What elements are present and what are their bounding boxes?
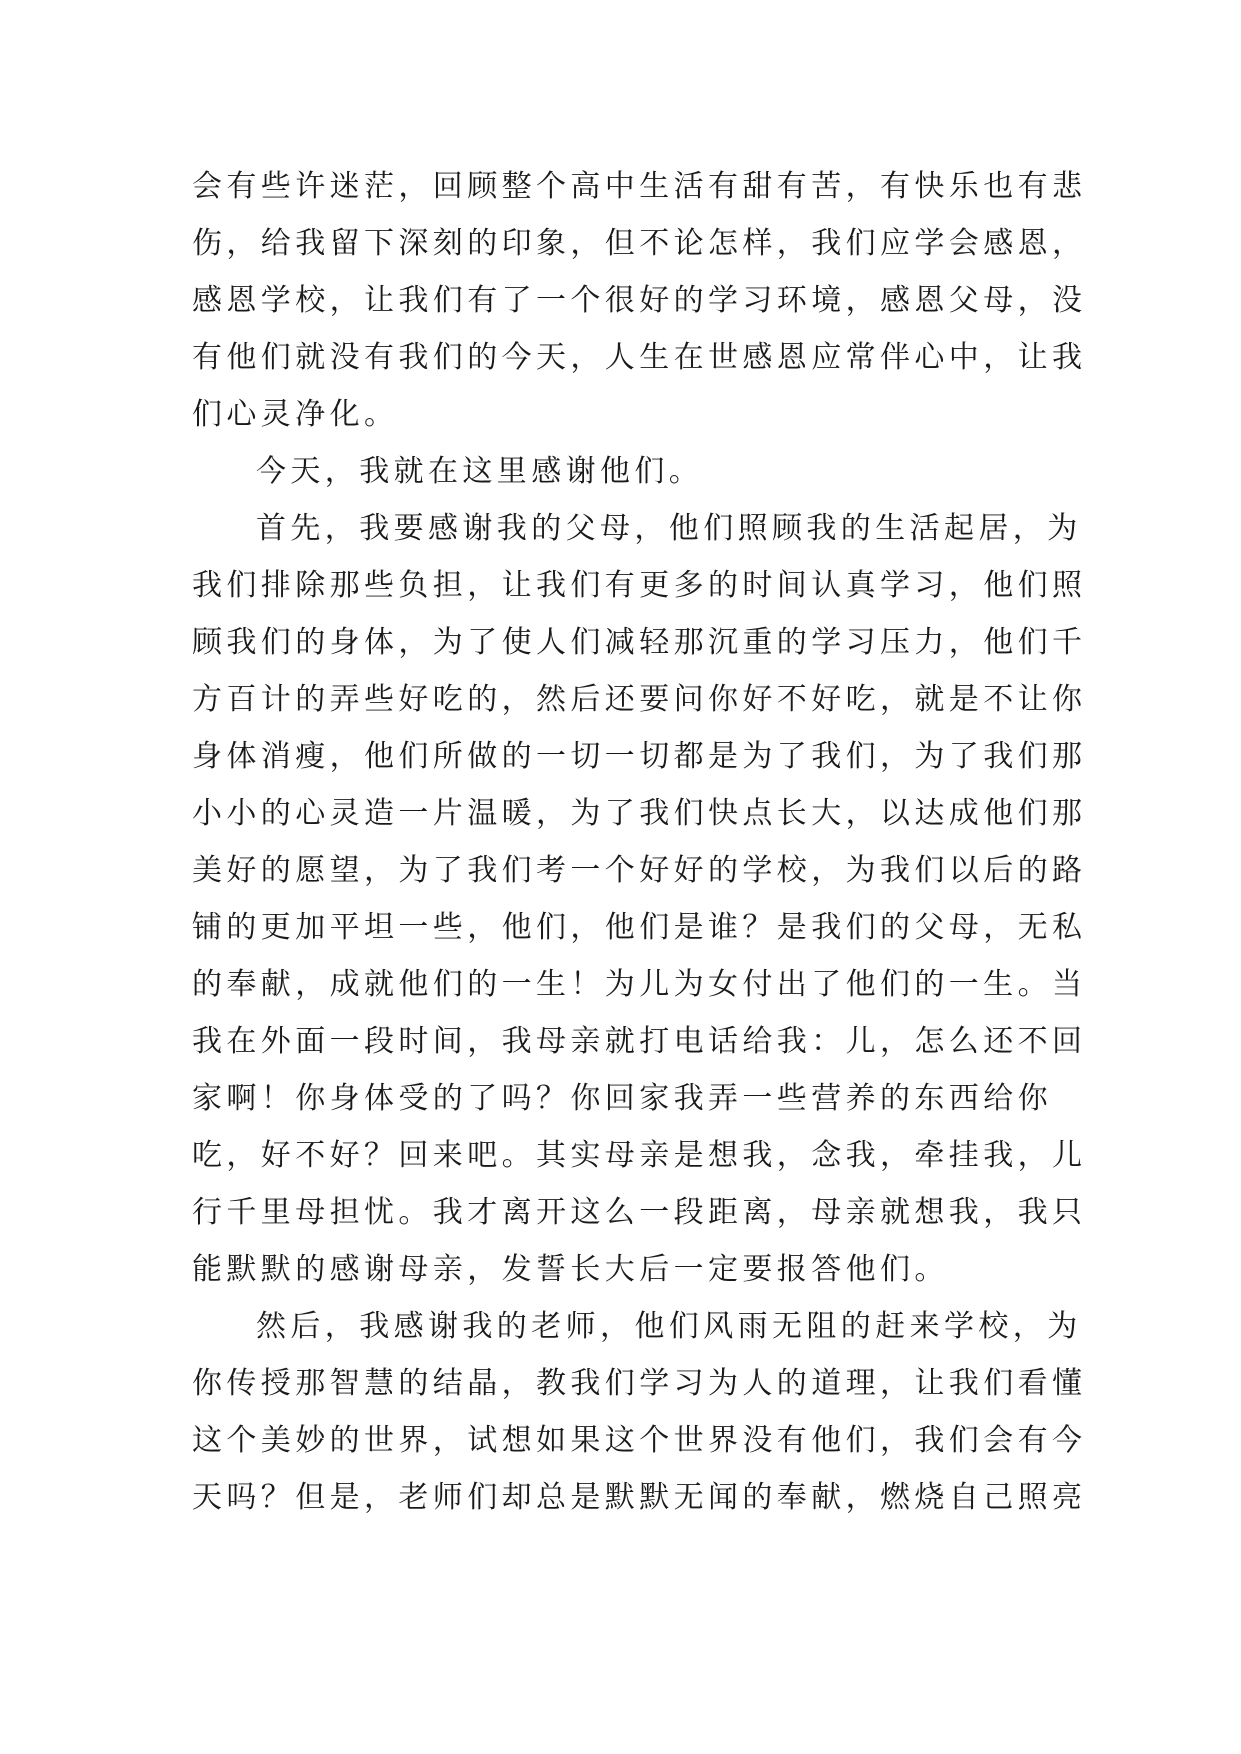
text-line: 们心灵净化。 <box>192 397 399 432</box>
essay-body <box>192 158 1087 1526</box>
text-line: 方百计的弄些好吃的，然后还要问你好不好吃，就是不让你 <box>192 682 1087 717</box>
text-line: 顾我们的身体，为了使人们减轻那沉重的学习压力，他们千 <box>192 625 1087 660</box>
text-line: 吃，好不好？回来吧。其实母亲是想我，念我，牵挂我，儿 <box>192 1138 1087 1173</box>
text-line: 天吗？但是，老师们却总是默默无闻的奉献，燃烧自己照亮 <box>192 1480 1087 1515</box>
text-line: 会有些许迷茫，回顾整个高中生活有甜有苦，有快乐也有悲 <box>192 169 1087 204</box>
text-line: 身体消瘦，他们所做的一切一切都是为了我们，为了我们那 <box>192 739 1087 774</box>
text-line: 家啊！你身体受的了吗？你回家我弄一些营养的东西给你 <box>192 1081 1052 1116</box>
paragraph-first-line: 然后，我感谢我的老师，他们风雨无阻的赶来学校，为 <box>256 1309 1082 1344</box>
text-line: 小小的心灵造一片温暖，为了我们快点长大，以达成他们那 <box>192 796 1087 831</box>
text-line: 行千里母担忧。我才离开这么一段距离，母亲就想我，我只 <box>192 1195 1087 1230</box>
text-line: 美好的愿望，为了我们考一个好好的学校，为我们以后的路 <box>192 853 1087 888</box>
text-line: 我在外面一段时间，我母亲就打电话给我：儿，怎么还不回 <box>192 1024 1087 1059</box>
text-line: 能默默的感谢母亲，发誓长大后一定要报答他们。 <box>192 1252 949 1287</box>
text-line: 的奉献，成就他们的一生！为儿为女付出了他们的一生。当 <box>192 967 1087 1002</box>
paragraph-first-line: 首先，我要感谢我的父母，他们照顾我的生活起居，为 <box>256 511 1082 546</box>
text-line: 感恩学校，让我们有了一个很好的学习环境，感恩父母，没 <box>192 283 1087 318</box>
text-line: 你传授那智慧的结晶，教我们学习为人的道理，让我们看懂 <box>192 1366 1087 1401</box>
text-line: 伤，给我留下深刻的印象，但不论怎样，我们应学会感恩， <box>192 226 1087 261</box>
text-line: 铺的更加平坦一些，他们，他们是谁？是我们的父母，无私 <box>192 910 1087 945</box>
text-line: 有他们就没有我们的今天，人生在世感恩应常伴心中，让我 <box>192 340 1087 375</box>
paragraph-first-line: 今天，我就在这里感谢他们。 <box>256 454 704 489</box>
text-line: 我们排除那些负担，让我们有更多的时间认真学习，他们照 <box>192 568 1087 603</box>
text-line: 这个美妙的世界，试想如果这个世界没有他们，我们会有今 <box>192 1423 1087 1458</box>
